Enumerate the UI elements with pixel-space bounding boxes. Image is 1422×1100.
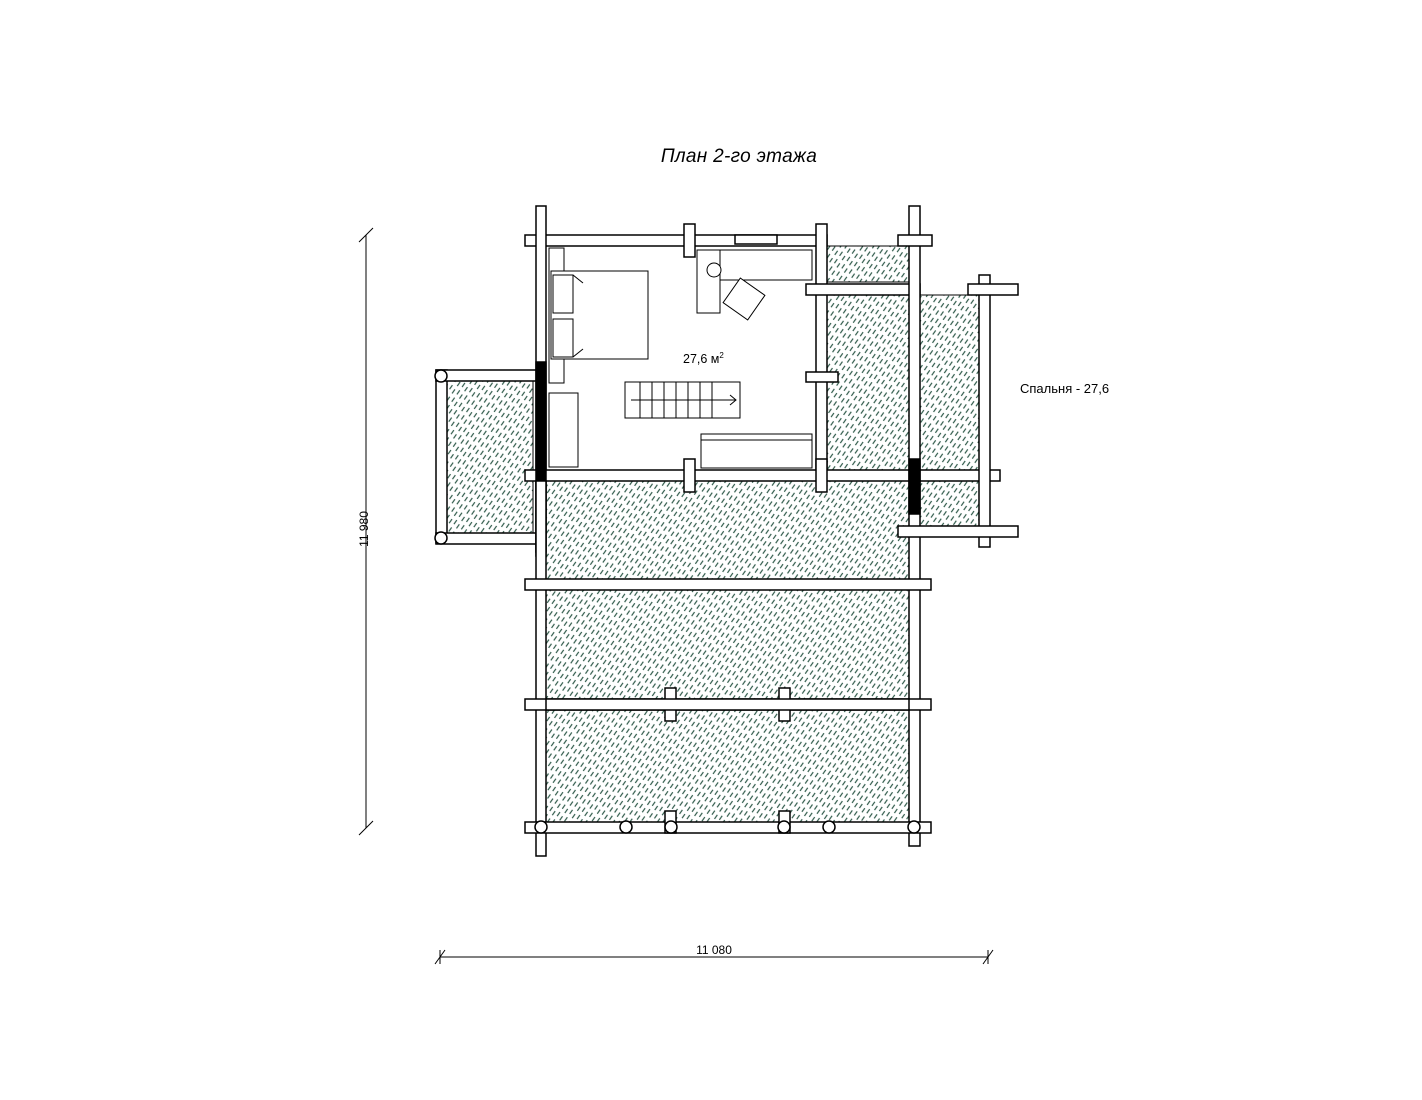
wall-bedroom-bottom [525,470,1000,481]
post [908,821,920,833]
post [823,821,835,833]
hatch-main-lower [546,710,909,822]
hatch-right-small [920,481,979,526]
post [435,532,447,544]
chest [549,393,578,467]
post [435,370,447,382]
post [620,821,632,833]
desk-return [697,250,720,313]
pillow [553,319,573,357]
area-value: 27,6 м [683,352,720,367]
room-label: Спальня - 27,6 [1020,381,1110,396]
post [535,821,547,833]
area-label [683,351,724,366]
hatch-right-room [827,295,979,470]
staircase [625,382,740,418]
post [665,821,677,833]
sofa [701,434,812,468]
plan-title: План 2-го этажа [660,146,818,167]
pillow [553,275,573,313]
furniture [549,248,812,468]
height-dimension: 11 980 [357,511,371,547]
chair [723,278,765,320]
width-dimension: 11 080 [696,943,732,957]
hatch-top-right-small [827,246,909,282]
area-superscript: 2 [719,351,724,360]
wall-top [525,235,827,246]
post [778,821,790,833]
desk-lamp [707,263,721,277]
hatch-left-balcony [447,381,533,533]
